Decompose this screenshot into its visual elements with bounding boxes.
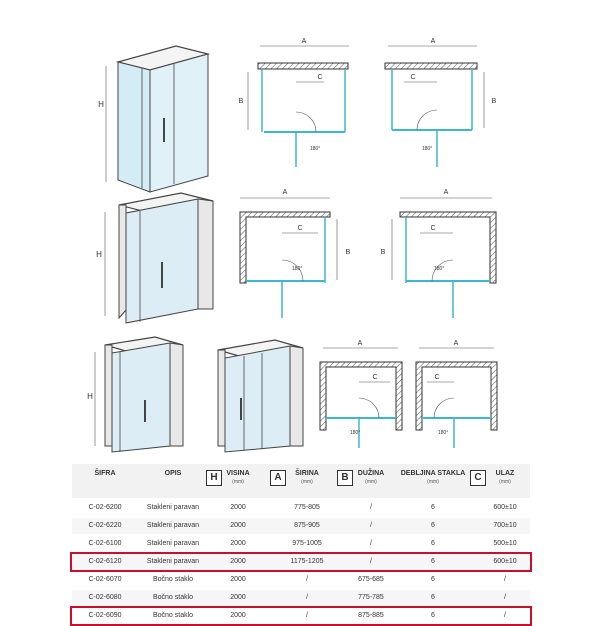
cell-desc: Bočno staklo [152, 594, 194, 601]
dim-a-label: A [443, 189, 449, 196]
table-row [72, 536, 530, 552]
table-row [72, 500, 530, 516]
length-icon: B [337, 470, 353, 486]
cell-desc: Stakleni paravan [146, 522, 200, 529]
angle-label: 180° [438, 430, 449, 436]
table-header [72, 464, 530, 498]
cell-width: 1175-1205 [290, 558, 324, 565]
iso-view-alcove-single [87, 337, 183, 452]
iso-view-alcove-double [218, 340, 303, 452]
cell-code: C-02-6100 [88, 540, 122, 547]
plan-view-3b [416, 340, 497, 448]
cell-height: 2000 [230, 504, 246, 511]
dim-c-label: C [297, 225, 303, 232]
plan-view-2b [381, 189, 496, 318]
cell-thickness: 6 [431, 576, 435, 583]
cell-thickness: 6 [431, 594, 435, 601]
col-length-label: DUŽINA [357, 470, 385, 477]
dim-c-label: C [372, 374, 378, 381]
cell-height: 2000 [230, 594, 246, 601]
dim-a-label: A [282, 189, 288, 196]
col-entry-header [484, 464, 526, 498]
cell-height: 2000 [230, 576, 246, 583]
cell-entry: / [504, 594, 506, 601]
col-length-unit: (mm) [365, 479, 377, 485]
angle-label: 180° [434, 266, 445, 272]
col-desc-header [138, 464, 208, 498]
angle-label: 180° [292, 266, 303, 272]
col-height-header [218, 464, 258, 498]
cell-width: / [306, 594, 308, 601]
cell-code: C-02-6070 [88, 576, 122, 583]
cell-width: 775-805 [294, 504, 320, 511]
width-icon: A [270, 470, 286, 486]
cell-width: 975-1005 [292, 540, 322, 547]
dim-a-label: A [357, 340, 363, 347]
cell-thickness: 6 [431, 558, 435, 565]
col-code-label: ŠIFRA [94, 470, 116, 477]
angle-label: 180° [350, 430, 361, 436]
dim-a-label: A [301, 38, 307, 45]
table-row [72, 518, 530, 534]
height-icon: H [206, 470, 222, 486]
angle-label: 180° [310, 146, 321, 152]
row-highlight-box [70, 552, 532, 572]
plan-view-1a [239, 38, 349, 167]
cell-desc: Bočno staklo [152, 612, 194, 619]
cell-length: 675-685 [358, 576, 384, 583]
cell-entry: / [504, 612, 506, 619]
cell-desc: Bočno staklo [152, 576, 194, 583]
cell-code: C-02-6200 [88, 504, 122, 511]
cell-height: 2000 [230, 522, 246, 529]
entry-icon: C [470, 470, 486, 486]
col-height-unit: (mm) [232, 479, 244, 485]
cell-code: C-02-6120 [88, 558, 122, 565]
cell-entry: / [504, 576, 506, 583]
row-highlight-box [70, 606, 532, 626]
col-entry-unit: (mm) [499, 479, 511, 485]
cell-length: / [370, 522, 372, 529]
col-entry-label: ULAZ [495, 470, 515, 477]
dim-a-label: A [430, 38, 436, 45]
dim-b-label: B [345, 249, 351, 256]
cell-desc: Stakleni paravan [146, 504, 200, 511]
col-desc-label: OPIS [164, 470, 182, 477]
cell-width: / [306, 576, 308, 583]
cell-entry: 600±10 [493, 558, 517, 565]
plan-view-1b [385, 38, 497, 167]
height-label: H [87, 392, 93, 401]
plan-view-2a [240, 189, 351, 318]
dim-c-label: C [434, 374, 440, 381]
angle-label: 180° [422, 146, 433, 152]
height-label: H [98, 100, 104, 109]
col-length-header [349, 464, 393, 498]
cell-thickness: 6 [431, 522, 435, 529]
cell-length: 775-785 [358, 594, 384, 601]
table-row [72, 572, 530, 588]
iso-view-corner-sliding [98, 46, 208, 192]
dim-b-label: B [491, 98, 497, 105]
cell-height: 2000 [230, 612, 246, 619]
col-thickness-header [398, 464, 468, 498]
cell-code: C-02-6220 [88, 522, 122, 529]
cell-code: C-02-6080 [88, 594, 122, 601]
cell-width: 875-905 [294, 522, 320, 529]
col-width-unit: (mm) [301, 479, 313, 485]
cell-desc: Stakleni paravan [146, 558, 200, 565]
table-row [72, 590, 530, 606]
cell-entry: 700±10 [493, 522, 517, 529]
col-width-label: ŠIRINA [295, 470, 319, 477]
cell-entry: 500±10 [493, 540, 517, 547]
cell-length: 875-885 [358, 612, 384, 619]
col-thickness-label: DEBLJINA STAKLA [400, 470, 466, 477]
cell-length: / [370, 504, 372, 511]
plan-view-3a [320, 340, 402, 448]
cell-thickness: 6 [431, 540, 435, 547]
cell-code: C-02-6090 [88, 612, 122, 619]
cell-length: / [370, 540, 372, 547]
col-height-label: VISINA [226, 470, 250, 477]
cell-entry: 600±10 [493, 504, 517, 511]
dim-c-label: C [410, 74, 416, 81]
height-label: H [96, 250, 102, 259]
cell-length: / [370, 558, 372, 565]
cell-height: 2000 [230, 558, 246, 565]
cell-height: 2000 [230, 540, 246, 547]
iso-view-alcove-door [96, 193, 213, 323]
cell-thickness: 6 [431, 504, 435, 511]
col-code-header [72, 464, 138, 498]
dim-a-label: A [453, 340, 459, 347]
dim-c-label: C [317, 74, 323, 81]
dim-b-label: B [380, 249, 386, 256]
cell-width: / [306, 612, 308, 619]
col-thickness-unit: (mm) [427, 479, 439, 485]
dim-c-label: C [430, 225, 436, 232]
col-width-header [282, 464, 332, 498]
dim-b-label: B [238, 98, 244, 105]
cell-desc: Stakleni paravan [146, 540, 200, 547]
cell-thickness: 6 [431, 612, 435, 619]
